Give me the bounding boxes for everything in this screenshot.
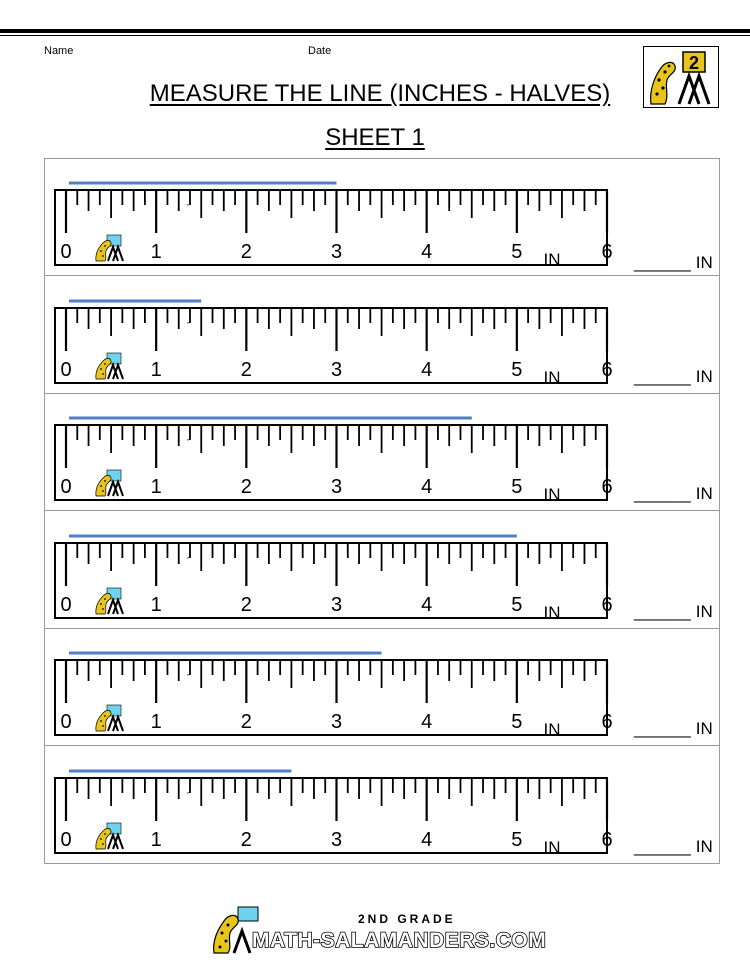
ruler-svg: [44, 159, 720, 276]
page-title: MEASURE THE LINE (INCHES - HALVES): [149, 80, 611, 107]
answer-blank[interactable]: ______: [634, 837, 691, 856]
ruler-unit-label: IN: [543, 485, 561, 504]
top-rule: [0, 29, 750, 33]
answer-field[interactable]: [634, 602, 713, 622]
ruler-number: 2: [240, 359, 252, 381]
ruler-number: 3: [330, 476, 343, 498]
ruler-number: 6: [601, 829, 613, 851]
ruler-number: 4: [421, 476, 433, 498]
ruler-unit-label: IN: [543, 838, 561, 857]
ruler-number: 1: [150, 359, 162, 381]
ruler-number: 5: [511, 476, 523, 498]
ruler-number: 1: [150, 829, 162, 851]
ruler-number: 4: [421, 594, 433, 616]
answer-unit: IN: [695, 719, 713, 738]
answer-blank[interactable]: ______: [634, 367, 691, 386]
ruler-svg: [44, 277, 720, 394]
ruler-number: 0: [60, 241, 72, 263]
answer-field[interactable]: [634, 837, 713, 857]
ruler-svg: [44, 747, 720, 864]
ruler-number: 0: [60, 594, 72, 616]
ruler-row: [44, 747, 720, 864]
sheet-title: SHEET 1: [325, 124, 425, 151]
ruler-number: 2: [240, 476, 252, 498]
ruler-svg: [44, 629, 720, 746]
ruler-number: 0: [60, 359, 72, 381]
ruler-number: 2: [240, 829, 252, 851]
ruler-number: 1: [150, 476, 162, 498]
answer-field[interactable]: [634, 719, 713, 739]
ruler-number: 0: [60, 476, 72, 498]
ruler-number: 5: [511, 594, 523, 616]
ruler-number: 4: [421, 711, 433, 733]
row-divider: [44, 510, 720, 511]
ruler-number: 4: [421, 829, 433, 851]
answer-blank[interactable]: ______: [634, 253, 691, 272]
ruler-row: [44, 159, 720, 276]
ruler-number: 2: [240, 241, 252, 263]
answer-unit: IN: [695, 253, 713, 272]
ruler-number: 1: [150, 594, 162, 616]
answer-blank[interactable]: ______: [634, 602, 691, 621]
answer-unit: IN: [695, 602, 713, 621]
answer-blank[interactable]: ______: [634, 484, 691, 503]
answer-unit: IN: [695, 367, 713, 386]
ruler-number: 4: [421, 359, 433, 381]
ruler-number: 0: [60, 711, 72, 733]
ruler-number: 1: [150, 241, 162, 263]
date-label: Date: [308, 45, 332, 57]
footer-site-link[interactable]: MATH-SALAMANDERS.COM: [252, 929, 547, 952]
ruler-number: 2: [240, 711, 252, 733]
ruler-number: 6: [601, 594, 613, 616]
ruler-number: 3: [330, 829, 343, 851]
ruler-unit-label: IN: [543, 368, 561, 387]
ruler-unit-label: IN: [543, 603, 561, 622]
ruler-number: 5: [511, 359, 523, 381]
ruler-number: 0: [60, 829, 72, 851]
ruler-number: 5: [511, 711, 523, 733]
ruler-svg: [44, 512, 720, 629]
ruler-number: 5: [511, 829, 523, 851]
ruler-number: 6: [601, 359, 613, 381]
ruler-number: 1: [150, 711, 162, 733]
ruler-number: 3: [330, 359, 343, 381]
salamander-logo-icon: [643, 46, 719, 108]
ruler-number: 4: [421, 241, 433, 263]
answer-blank[interactable]: ______: [634, 719, 691, 738]
ruler-number: 3: [330, 711, 343, 733]
row-divider: [44, 275, 720, 276]
answer-field[interactable]: [634, 484, 713, 504]
answer-field[interactable]: [634, 367, 713, 387]
ruler-unit-label: IN: [543, 720, 561, 739]
ruler-number: 2: [240, 594, 252, 616]
footer-grade: 2ND GRADE: [358, 912, 456, 926]
ruler-unit-label: IN: [543, 250, 561, 269]
ruler-svg: [44, 394, 720, 511]
grade-badge-text: 2: [688, 53, 700, 73]
ruler-number: 3: [330, 241, 343, 263]
answer-field[interactable]: [634, 253, 713, 273]
answer-unit: IN: [695, 484, 713, 503]
ruler-number: 6: [601, 476, 613, 498]
name-label: Name: [44, 45, 74, 57]
ruler-number: 6: [601, 241, 613, 263]
ruler-number: 3: [330, 594, 343, 616]
ruler-row: [44, 629, 720, 746]
ruler-row: [44, 277, 720, 394]
top-rule-thin: [0, 35, 750, 36]
ruler-row: [44, 394, 720, 511]
ruler-row: [44, 512, 720, 629]
answer-unit: IN: [695, 837, 713, 856]
ruler-number: 5: [511, 241, 523, 263]
ruler-number: 6: [601, 711, 613, 733]
row-divider: [44, 745, 720, 746]
